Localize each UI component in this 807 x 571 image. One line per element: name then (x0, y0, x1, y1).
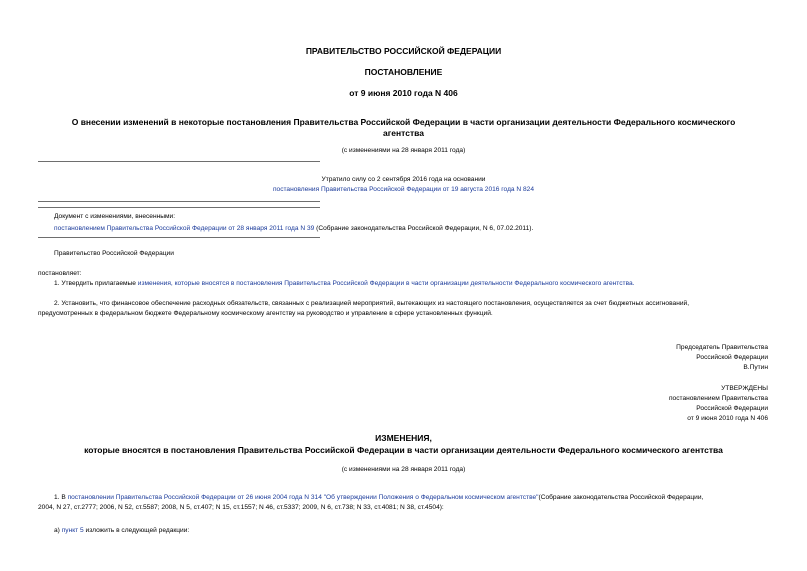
change-item-a-prefix: а) (54, 527, 62, 534)
government-name: Правительство Российской Федерации (54, 250, 174, 257)
amended-note: (с изменениями на 28 января 2011 года) (341, 147, 466, 154)
item-1 (54, 279, 774, 289)
change-item-a-tail: изложить в следующей редакции: (83, 527, 190, 534)
change-item-a (54, 526, 774, 536)
expired-notice (30, 175, 777, 195)
signature-country: Российской Федерации (696, 354, 768, 361)
divider (38, 201, 320, 202)
item-2 (38, 299, 769, 319)
item-1-tail: , которые вносятся в постановления Правительства Российской Федерации в части организации деятельности Федерального космического агентства. (170, 280, 635, 287)
document-title (30, 117, 777, 139)
document-title-line2: агентства (383, 128, 424, 138)
item-2-line2: предусмотренных в федеральном бюджете Федеральному космическому агентству на руководство и управление в сфере установленных функций. (38, 310, 493, 317)
expired-notice-text: Утратило силу со 2 сентября 2016 года на основании (321, 176, 486, 183)
change-item-a-link[interactable]: пункт 5 (61, 527, 84, 534)
change-item-1-link[interactable]: постановлении Правительства Российской Федерации от 26 июня 2004 года N 314 "Об утверждении Положения о Федеральном космическом агентстве" (67, 494, 539, 501)
change-item-1 (38, 493, 769, 513)
approved-date: от 9 июня 2010 года N 406 (687, 415, 768, 422)
approved-heading: УТВЕРЖДЕНЫ (721, 385, 768, 392)
amendments-intro: Документ с изменениями, внесенными: (54, 213, 176, 220)
resolves-text: постановляет: (38, 270, 82, 277)
change-item-1-prefix: 1. В (54, 494, 68, 501)
government-heading: ПРАВИТЕЛЬСТВО РОССИЙСКОЙ ФЕДЕРАЦИИ (305, 46, 502, 56)
document-type: ПОСТАНОВЛЕНИЕ (364, 67, 443, 77)
item-2-line1: 2. Установить, что финансовое обеспечение расходных обязательств, связанных с реализацией мероприятий, вытекающих из настоящего постановления, осуществляется за счет бюджетных ассигнований, (54, 300, 690, 307)
expired-notice-link[interactable]: постановления Правительства Российской Федерации от 19 августа 2016 года N 824 (272, 186, 535, 193)
document-date-number: от 9 июня 2010 года N 406 (349, 88, 458, 98)
change-item-1-line2: 2004, N 27, ст.2777; 2006, N 52, ст.5587; 2008, N 5, ст.407; N 15, ст.1557; N 46, ст.5337; 2009, N 6, ст.738; N 33, ст.4081; N 38, ст.4504): (38, 504, 444, 511)
divider (38, 237, 320, 238)
item-1-prefix: 1. Утвердить прилагаемые (54, 280, 138, 287)
signature-title: Председатель Правительства (676, 344, 768, 351)
signature-block (560, 343, 768, 373)
amendments-block (54, 212, 774, 234)
item-1-link[interactable]: изменения (137, 280, 171, 287)
changes-amended-note: (с изменениями на 28 января 2011 года) (341, 466, 466, 473)
approved-block (560, 384, 768, 424)
divider (38, 161, 320, 162)
change-item-1-source: (Собрание законодательства Российской Федерации, (538, 494, 704, 501)
approved-country: Российской Федерации (696, 405, 768, 412)
divider (38, 207, 320, 208)
change-item-1-line1 (38, 493, 769, 503)
document-title-line1: О внесении изменений в некоторые постановления Правительства Российской Федерации в части организации деятельности Федерального космического (71, 117, 736, 127)
amendments-link[interactable]: постановлением Правительства Российской Федерации от 28 января 2011 года N 39 (54, 225, 315, 232)
amendments-source: (Собрание законодательства Российской Федерации, N 6, 07.02.2011). (314, 225, 534, 232)
changes-subtitle: которые вносятся в постановления Правительства Российской Федерации в части организации деятельности Федерального космического агентства (84, 445, 723, 455)
approved-by: постановлением Правительства (668, 395, 768, 402)
changes-title: ИЗМЕНЕНИЯ, (375, 433, 432, 443)
signature-name: В.Путин (743, 364, 768, 371)
